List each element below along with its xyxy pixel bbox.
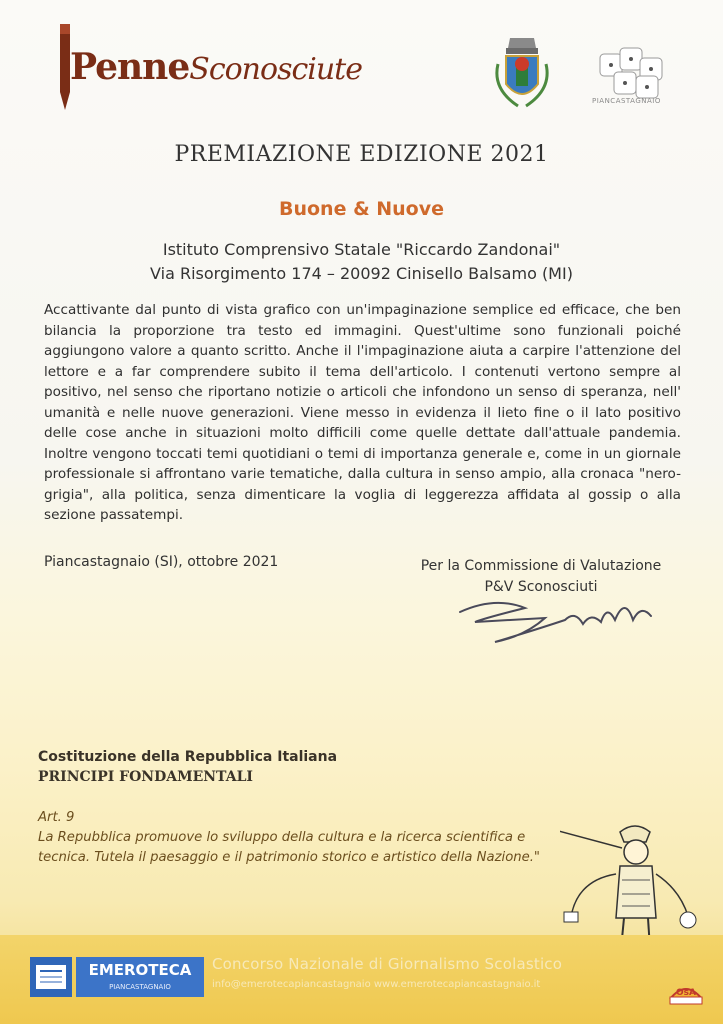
commission-line2: P&V Sconosciuti [484, 579, 598, 595]
article-text: La Repubblica promuove lo sviluppo della cultura e la ricerca scientifica e tecnica. Tutela il paesaggio e il patrimonio storico e artistico della Nazione." [38, 830, 540, 865]
newspaper-icon [30, 957, 72, 997]
evaluation-text: Accattivante dal punto di vista grafico con un'impaginazione semplice ed efficace, che ben bilancia la proporzione tra testo ed immagini. Quest'ultime sono funzionali poiché aggiungono valore a quanto scritto. Anche il l'impaginazione aiuta a carpire l'attenzione del lettore e a far comprendere subito il tema dell'articolo. I contenuti vertono sempre al positivo, nel senso che riportano notizie o articoli che infondono un senso di speranza, nell' umanità e nelle nuove generazioni. Viene messo in evidenza il lieto fine o il lato positivo delle cose anche in situazioni molto difficili come quelle dettate dall'attuale pandemia. Inoltre vengono toccati temi quotidiani o temi di importanza generale e, come in un giornale professionale si affrontano varie tematiche, dalla cultura in senso ampio, alla cronaca "nero-grigia", alla politica, senza dimenticare la voglia di leggerezza affidata al gossip o alla sezione passatempi. [44, 302, 681, 523]
logo-part1: Penne [70, 46, 190, 88]
place-date: Piancastagnaio (SI), ottobre 2021 [44, 554, 279, 570]
article-block [38, 808, 558, 868]
contest-name: Concorso Nazionale di Giornalismo Scolastico [212, 955, 563, 973]
footer [0, 935, 723, 1024]
commission-line1: Per la Commissione di Valutazione [420, 558, 662, 574]
school-info [0, 238, 723, 286]
school-name: Istituto Comprensivo Statale "Riccardo Zandonai" [162, 240, 561, 259]
emeroteca-sub: PIANCASTAGNAIO [109, 983, 171, 991]
article-number: Art. 9 [38, 810, 75, 825]
penne-sconosciute-logo [52, 18, 362, 113]
osa-label: OsA [676, 988, 696, 998]
page-title: PREMIAZIONE EDIZIONE 2021 [174, 142, 549, 167]
contact-info: info@emerotecapiancastagnaio www.emerotecapiancastagnaio.it [212, 979, 541, 990]
school-address: Via Risorgimento 174 – 20092 Cinisello Balsamo (MI) [150, 264, 573, 283]
signature-icon [455, 590, 665, 650]
constitution-title: Costituzione della Repubblica Italiana [38, 749, 338, 765]
emeroteca-label: EMEROTECA [76, 957, 204, 997]
constitution-subtitle: PRINCIPI FONDAMENTALI [38, 769, 253, 785]
osa-logo-icon [668, 975, 704, 1005]
logo-text [70, 46, 362, 88]
coat-of-arms-icon [490, 34, 554, 118]
logo-part2: Sconosciute [189, 52, 362, 87]
loco-caption: PIANCASTAGNAIO [592, 97, 661, 105]
constitution-block [38, 747, 337, 787]
award-subtitle: Buone & Nuove [278, 198, 445, 220]
